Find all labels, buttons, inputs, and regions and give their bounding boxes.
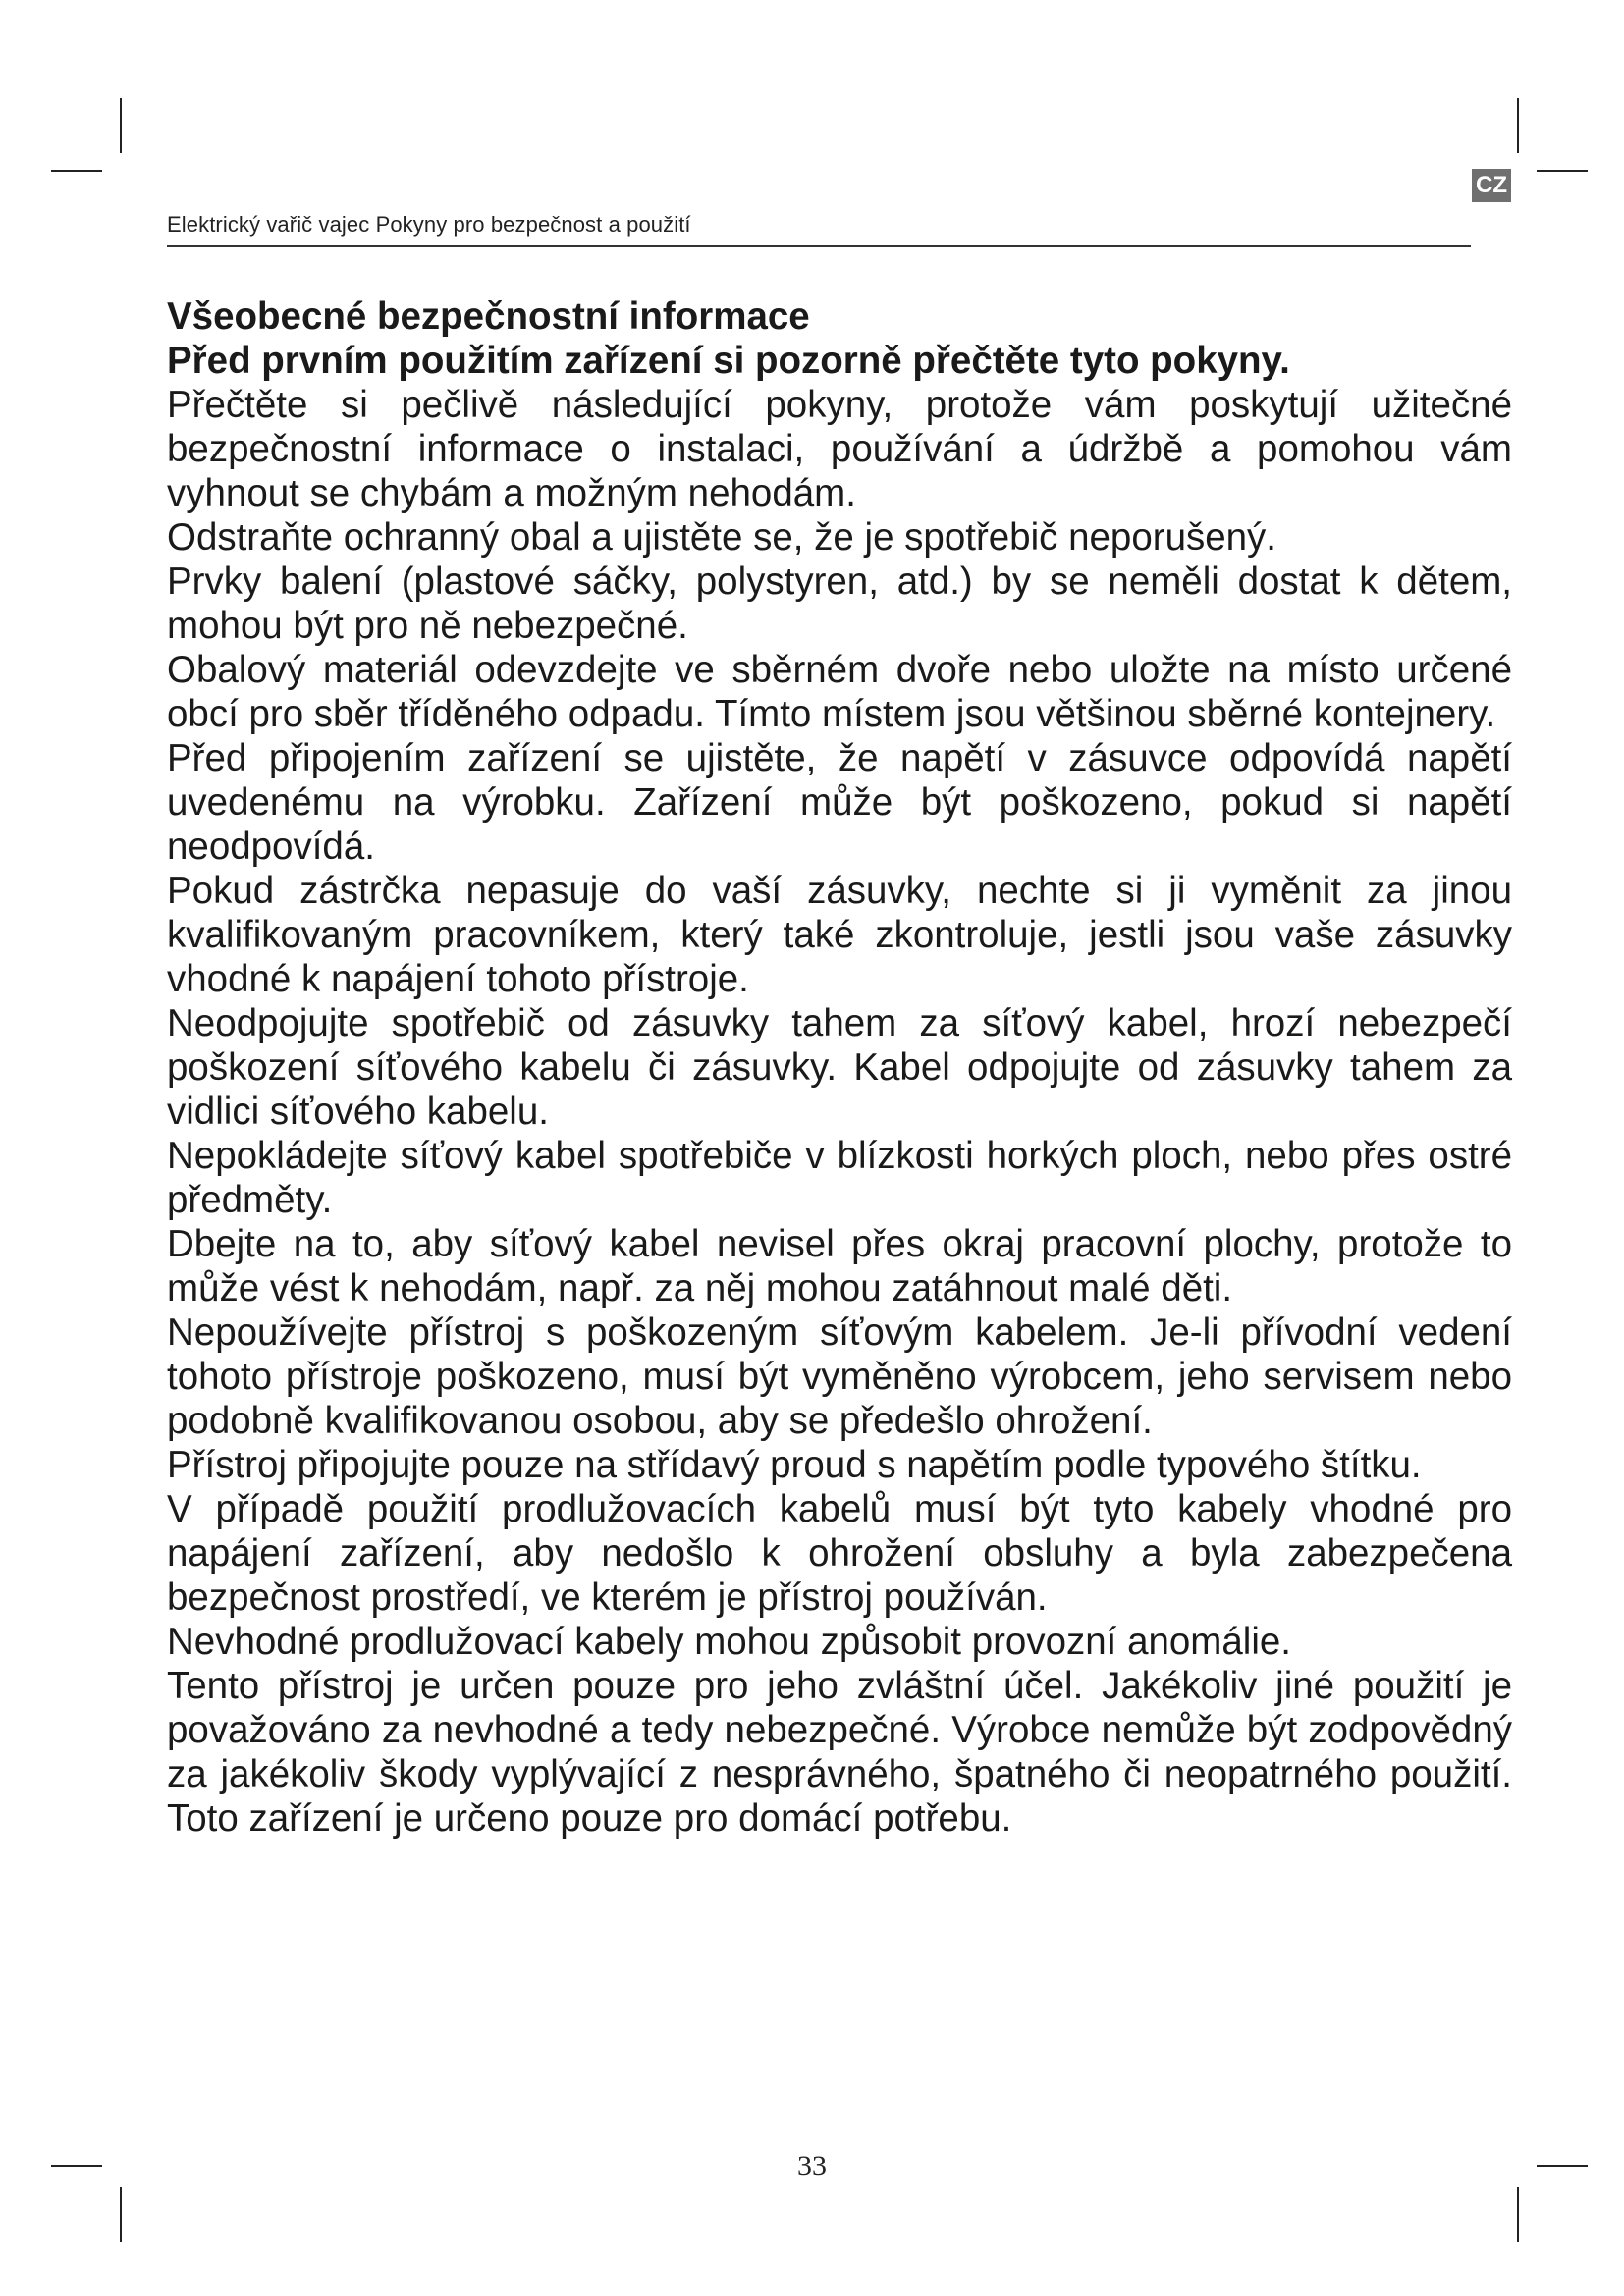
crop-mark-bottom-right-vertical [1517,2187,1519,2242]
header-divider [167,245,1471,247]
crop-mark-bottom-left-vertical [120,2187,122,2242]
paragraph: Nevhodné prodlužovací kabely mohou způsobit provozní anomálie. [167,1621,1291,1663]
paragraph: Neodpojujte spotřebič od zásuvky tahem za síťový kabel, hrozí nebezpečí poškození síťového kabelu či zásuvky. Kabel odpojujte od zásuvky tahem za vidlici síťového kabelu. [167,1002,1512,1133]
section-title: Všeobecné bezpečnostní informace [167,295,810,338]
paragraph: V případě použití prodlužovacích kabelů musí být tyto kabely vhodné pro napájení zařízení, aby nedošlo k ohrožení obsluhy a byla zabezpečena bezpečnost prostředí, ve kterém je přístroj používán. [167,1488,1512,1619]
crop-mark-top-right-vertical [1517,98,1519,153]
paragraph: Nepoužívejte přístroj s poškozeným síťovým kabelem. Je-li přívodní vedení tohoto přístroje poškozeno, musí být vyměněno výrobcem, jeho servisem nebo podobně kvalifikovanou osobou, aby se předešlo ohrožení. [167,1311,1512,1442]
crop-mark-top-left-horizontal [51,170,102,172]
paragraph: Obalový materiál odevzdejte ve sběrném dvoře nebo uložte na místo určené obcí pro sběr tříděného odpadu. Tímto místem jsou většinou sběrné kontejnery. [167,649,1512,735]
paragraph: Pokud zástrčka nepasuje do vaší zásuvky, nechte si ji vyměnit za jinou kvalifikovaným pracovníkem, který také zkontroluje, jestli jsou vaše zásuvky vhodné k napájení tohoto přístroje. [167,870,1512,1000]
document-body [167,294,1512,1841]
running-header: Elektrický vařič vajec Pokyny pro bezpečnost a použití [167,212,691,237]
paragraph: Odstraňte ochranný obal a ujistěte se, že je spotřebič neporušený. [167,516,1276,559]
paragraph: Přístroj připojujte pouze na střídavý proud s napětím podle typového štítku. [167,1444,1422,1486]
crop-mark-top-right-horizontal [1537,170,1588,172]
paragraph: Před připojením zařízení se ujistěte, že napětí v zásuvce odpovídá napětí uvedenému na výrobku. Zařízení může být poškozeno, pokud si napětí neodpovídá. [167,737,1512,868]
section-subtitle: Před prvním použitím zařízení si pozorně přečtěte tyto pokyny. [167,340,1290,382]
paragraph: Nepokládejte síťový kabel spotřebiče v blízkosti horkých ploch, nebo přes ostré předměty. [167,1135,1512,1221]
paragraph: Tento přístroj je určen pouze pro jeho zvláštní účel. Jakékoliv jiné použití je považováno za nevhodné a tedy nebezpečné. Výrobce nemůže být zodpovědný za jakékoliv škody vyplývající z nesprávného, špatného či neopatrného použití. Toto zařízení je určeno pouze pro domácí potřebu. [167,1665,1512,1840]
paragraph: Dbejte na to, aby síťový kabel nevisel přes okraj pracovní plochy, protože to může vést k nehodám, např. za něj mohou zatáhnout malé děti. [167,1223,1512,1309]
paragraph: Prvky balení (plastové sáčky, polystyren, atd.) by se neměli dostat k dětem, mohou být pro ně nebezpečné. [167,561,1512,647]
paragraph: Přečtěte si pečlivě následující pokyny, protože vám poskytují užitečné bezpečnostní informace o instalaci, používání a údržbě a pomohou vám vyhnout se chybám a možným nehodám. [167,384,1512,514]
page-number: 33 [797,2150,827,2182]
language-badge: CZ [1472,169,1511,202]
crop-mark-top-left-vertical [120,98,122,153]
